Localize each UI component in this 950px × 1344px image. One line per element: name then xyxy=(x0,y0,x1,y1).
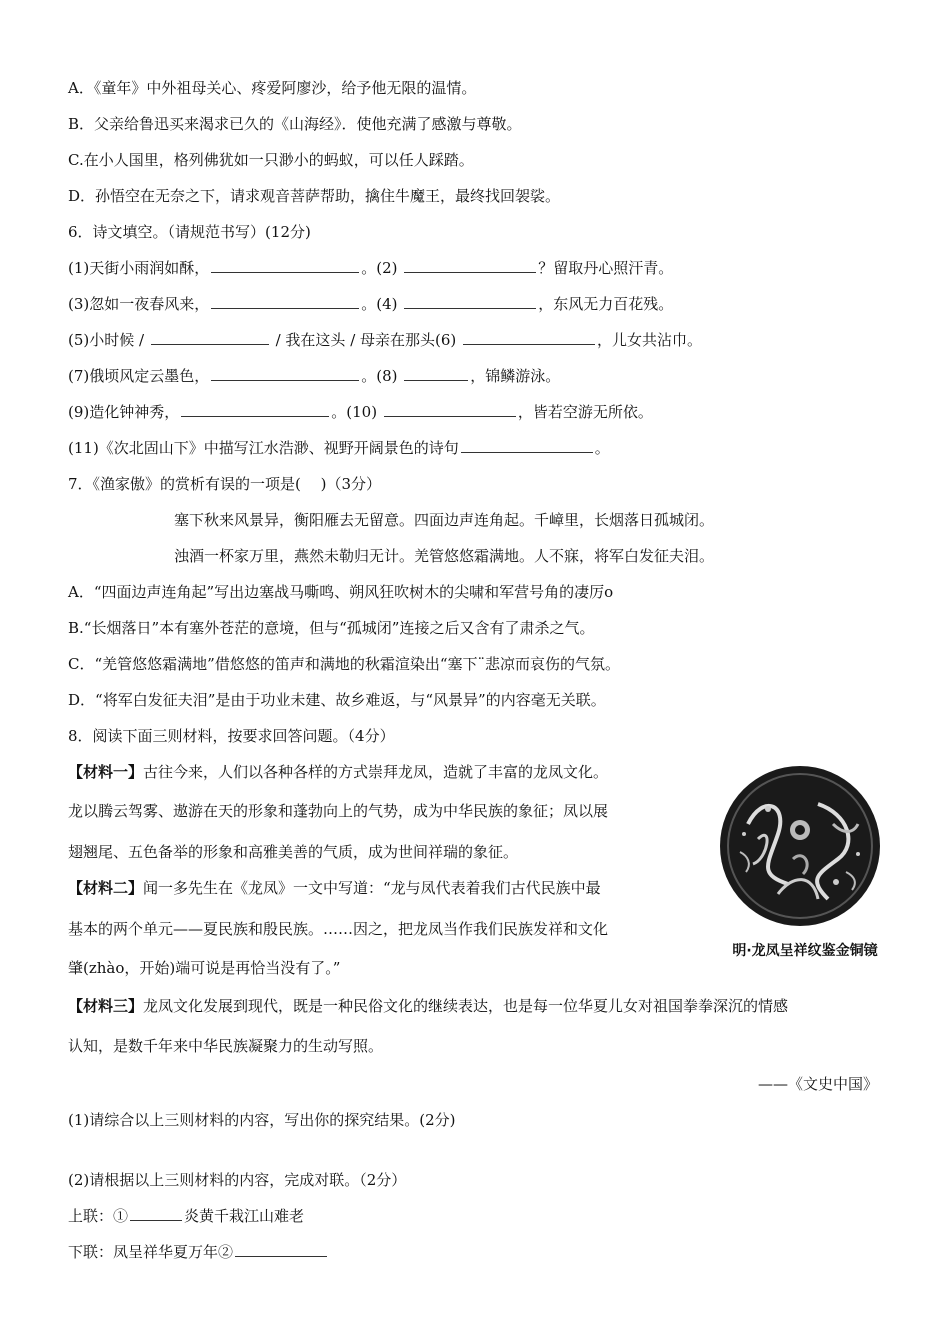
answer-blank[interactable] xyxy=(461,438,593,453)
answer-blank[interactable] xyxy=(181,402,329,417)
material-source: ——《文史中国》 xyxy=(757,1075,878,1093)
q6-text: ，儿女共沾巾。 xyxy=(597,331,703,349)
answer-blank[interactable] xyxy=(404,366,468,381)
material-3-tag: 【材料三】 xyxy=(68,997,144,1015)
q6-text: 。(4) xyxy=(361,295,403,313)
couplet-upper xyxy=(68,1206,304,1226)
answer-blank[interactable] xyxy=(211,366,359,381)
answer-blank[interactable] xyxy=(235,1242,327,1257)
answer-blank[interactable] xyxy=(130,1206,182,1221)
q7-poem-line-1: 塞下秋来风景异，衡阳雁去无留意。四面边声连角起。千嶂里，长烟落日孤城闭。 xyxy=(174,511,715,529)
material-2-line-3: 肇(zhào，开始)端可说是再恰当没有了。” xyxy=(68,959,341,977)
material-1-line-1 xyxy=(68,762,608,782)
q6-text: (7)俄顷风定云墨色， xyxy=(68,367,210,385)
couplet-text: 炎黄千栽江山难老 xyxy=(184,1207,305,1225)
q6-text: (1)天街小雨润如酥， xyxy=(68,259,210,277)
answer-blank[interactable] xyxy=(211,258,359,273)
material-1-tag: 【材料一】 xyxy=(68,763,144,781)
material-3-line-2: 认知，是数千年来中华民族凝聚力的生动写照。 xyxy=(68,1037,384,1055)
q7-option-d: D．“将军白发征夫泪”是由于功业未建、故乡难返，与“风景异”的内容毫无关联。 xyxy=(68,691,606,709)
q6-text: ，皆若空游无所依。 xyxy=(517,403,653,421)
answer-blank[interactable] xyxy=(404,258,536,273)
bronze-mirror-image xyxy=(718,764,882,928)
q6-line-5 xyxy=(68,402,653,422)
q6-text: (3)忽如一夜春风来， xyxy=(68,295,210,313)
q6-text: (11)《次北固山下》中描写江水浩渺、视野开阔景色的诗句 xyxy=(68,439,459,457)
material-2-line-2: 基本的两个单元——夏民族和殷民族。……因之，把龙凤当作我们民族发祥和文化 xyxy=(68,920,609,938)
q8-title: 8．阅读下面三则材料，按要求回答问题。（4分） xyxy=(68,727,395,745)
material-text: 龙凤文化发展到现代，既是一种民俗文化的继续表达，也是每一位华夏儿女对祖国拳拳深沉的情感 xyxy=(143,997,789,1015)
couplet-text: 上联：① xyxy=(68,1207,129,1225)
material-1-line-3: 翅翘尾、五色备举的形象和高雅美善的气质，成为世间祥瑞的象征。 xyxy=(68,843,519,861)
q6-text: 。 xyxy=(594,439,610,457)
couplet-lower xyxy=(68,1242,329,1262)
q6-text: ，东风无力百花残。 xyxy=(538,295,674,313)
material-text: 古往今来，人们以各种各样的方式崇拜龙凤，造就了丰富的龙凤文化。 xyxy=(143,763,609,781)
answer-blank[interactable] xyxy=(151,330,269,345)
material-3-line-1 xyxy=(68,996,788,1016)
mirror-caption: 明·龙凤呈祥纹鉴金铜镜 xyxy=(732,943,878,959)
q6-text: 。(8) xyxy=(361,367,403,385)
answer-blank[interactable] xyxy=(404,294,536,309)
q5-option-c: C.在小人国里，格列佛犹如一只渺小的蚂蚁，可以任人踩踏。 xyxy=(68,151,474,169)
q7-option-b: B.“长烟落日”本有塞外苍茫的意境，但与“孤城闭”连接之后又含有了肃杀之气。 xyxy=(68,619,595,637)
q7-poem-line-2: 浊酒一杯家万里，燕然未勒归无计。羌管悠悠霜满地。人不寐，将军白发征夫泪。 xyxy=(174,547,715,565)
q5-option-b: B．父亲给鲁迅买来渴求已久的《山海经》．使他充满了感激与尊敬。 xyxy=(68,115,522,133)
q7-title: 7．《渔家傲》的赏析有误的一项是( )（3分） xyxy=(68,475,382,493)
q6-text: / 我在这头 / 母亲在那头(6) xyxy=(270,331,462,349)
answer-blank[interactable] xyxy=(384,402,516,417)
q8-subquestion-2: (2)请根据以上三则材料的内容，完成对联。（2分） xyxy=(68,1171,407,1189)
material-text: 闻一多先生在《龙凤》一文中写道：“龙与凤代表着我们古代民族中最 xyxy=(143,879,601,897)
couplet-text: 下联：凤呈祥华夏万年② xyxy=(68,1243,234,1261)
q6-text: (5)小时候 / xyxy=(68,331,149,349)
material-2-tag: 【材料二】 xyxy=(68,879,144,897)
q6-line-1 xyxy=(68,258,673,278)
q5-option-a: A．《童年》中外祖母关心、疼爱阿廖沙，给予他无限的温情。 xyxy=(68,79,477,97)
q6-text: ？留取丹心照汗青。 xyxy=(538,259,674,277)
q6-line-4 xyxy=(68,366,560,386)
q6-text: ，锦鳞游泳。 xyxy=(470,367,561,385)
q5-option-d: D．孙悟空在无奈之下，请求观音菩萨帮助，擒住牛魔王，最终找回袈裟。 xyxy=(68,187,561,205)
q6-text: 。(10) xyxy=(331,403,382,421)
q7-option-a: A．“四面边声连角起”写出边塞战马嘶鸣、朔风狂吹树木的尖啸和军营号角的凄厉o xyxy=(68,583,614,601)
q7-option-c: C．“羌管悠悠霜满地”借悠悠的笛声和满地的秋霜渲染出“塞下¨悲凉而哀伤的气氛。 xyxy=(68,655,620,673)
q6-text: (9)造化钟神秀， xyxy=(68,403,180,421)
q6-title: 6．诗文填空。（请规范书写）(12分) xyxy=(68,223,311,241)
q6-line-2 xyxy=(68,294,673,314)
answer-blank[interactable] xyxy=(211,294,359,309)
q8-subquestion-1: (1)请综合以上三则材料的内容，写出你的探究结果。(2分) xyxy=(68,1111,456,1129)
q6-line-6 xyxy=(68,438,610,458)
q6-line-3 xyxy=(68,330,702,350)
answer-blank[interactable] xyxy=(463,330,595,345)
material-1-line-2: 龙以腾云驾雾、遨游在天的形象和蓬勃向上的气势，成为中华民族的象征；凤以展 xyxy=(68,802,609,820)
material-2-line-1 xyxy=(68,878,601,898)
q6-text: 。(2) xyxy=(361,259,403,277)
